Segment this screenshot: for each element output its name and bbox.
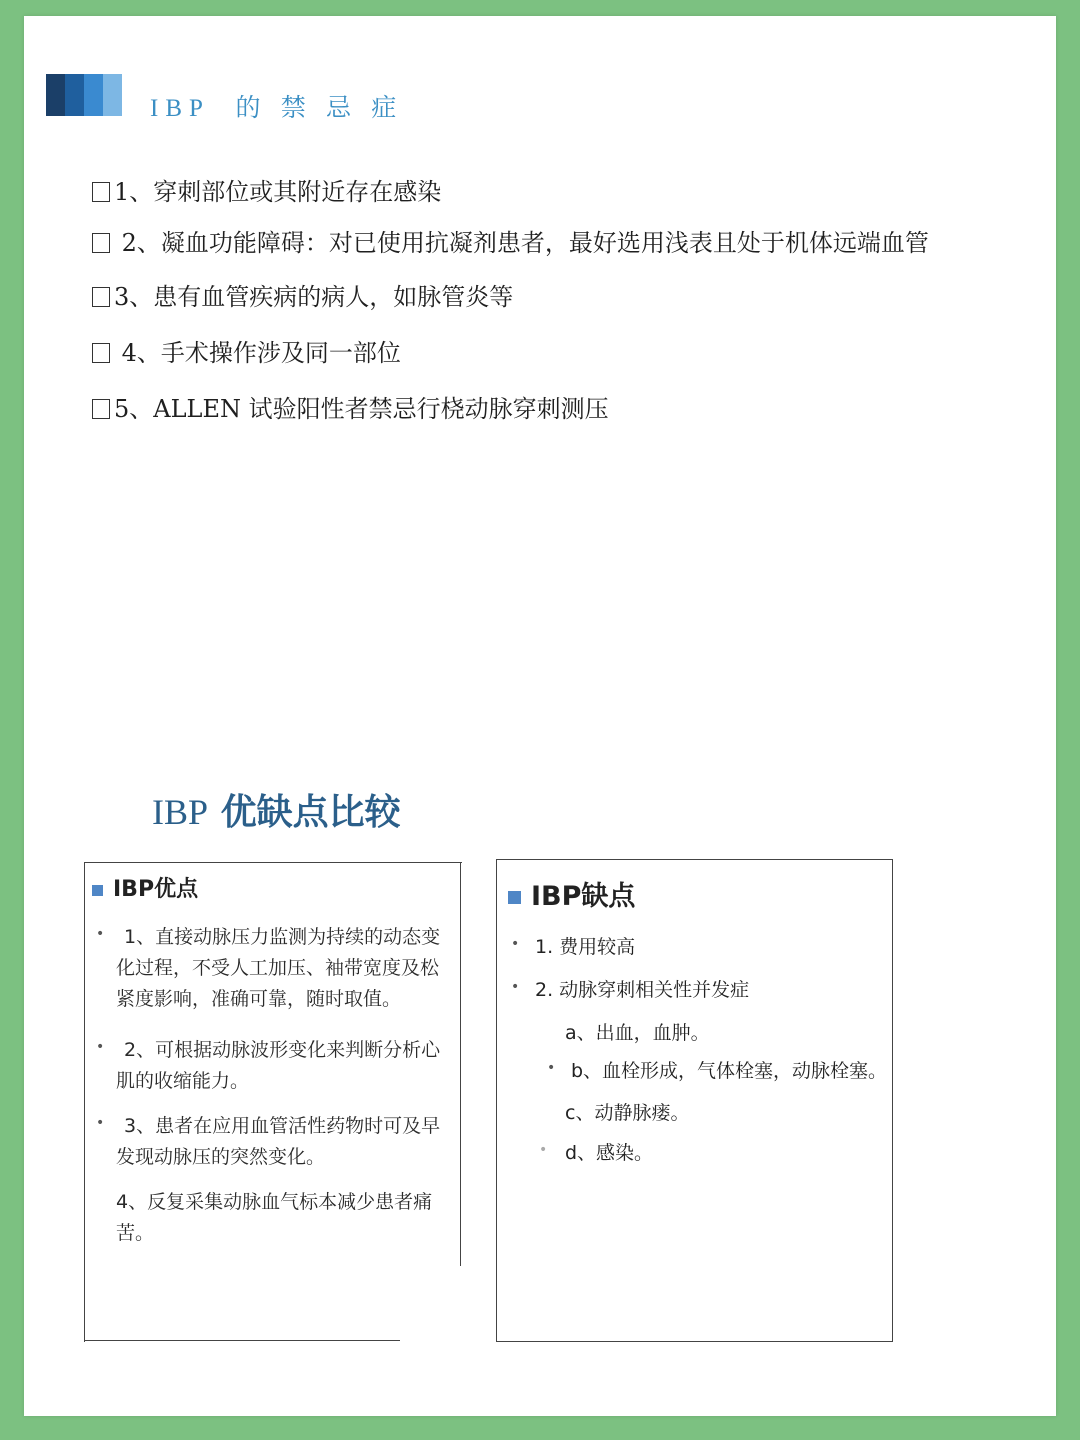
- square-bullet-icon: [92, 885, 103, 896]
- list-item: 4、手术操作涉及同一部位: [92, 333, 401, 368]
- pros-item: 2、可根据动脉波形变化来判断分析心肌的收缩能力。: [116, 1039, 441, 1092]
- list-item: 2、凝血功能障碍：对已使用抗凝剂患者，最好选用浅表且处于机体远端血管: [92, 223, 929, 258]
- list-item: 5、ALLEN 试验阳性者禁忌行桡动脉穿刺测压: [92, 389, 609, 424]
- bullet-icon: •: [547, 1060, 556, 1076]
- bullet-icon: •: [511, 979, 520, 995]
- bullet-icon: •: [96, 1039, 105, 1055]
- panel-border-top: [84, 862, 462, 863]
- checkbox-icon: [92, 182, 110, 202]
- color-block-blue: [84, 74, 103, 116]
- checkbox-icon: [92, 287, 110, 307]
- cons-item: 1. 费用较高: [535, 936, 636, 958]
- color-block-light: [103, 74, 122, 116]
- comparison-title: [152, 784, 401, 835]
- panel-border-bottom: [84, 1340, 400, 1341]
- bullet-icon: •: [511, 936, 520, 952]
- cons-panel: [496, 859, 893, 1342]
- comparison-title-text: 优缺点比较: [220, 791, 401, 833]
- cons-title: IBP缺点: [508, 874, 635, 913]
- list-item: 3、患有血管疾病的病人，如脉管炎等: [92, 277, 513, 312]
- pros-item: 1、直接动脉压力监测为持续的动态变化过程，不受人工加压、袖带宽度及松紧度影响，准确可靠，随时取值。: [116, 926, 441, 1010]
- bullet-icon: •: [96, 1115, 105, 1131]
- cons-subitem: d、感染。: [565, 1142, 654, 1164]
- checkbox-icon: [92, 399, 110, 419]
- document-page: [24, 16, 1056, 1416]
- pros-item: 4、反复采集动脉血气标本减少患者痛苦。: [116, 1191, 433, 1244]
- checkbox-icon: [92, 343, 110, 363]
- pros-item: 3、患者在应用血管活性药物时可及早发现动脉压的突然变化。: [116, 1115, 441, 1168]
- color-block-dark: [46, 74, 65, 116]
- pros-title: IBP优点: [92, 872, 198, 903]
- color-block-medium: [65, 74, 84, 116]
- cons-subitem: a、出血，血肿。: [565, 1022, 710, 1044]
- bullet-icon: •: [96, 926, 105, 942]
- panel-border-left: [84, 862, 85, 1342]
- contraindications-title: IBP 的 禁 忌 症: [150, 95, 404, 122]
- cons-subitem: b、血栓形成，气体栓塞，动脉栓塞。: [571, 1060, 888, 1082]
- header-color-blocks: [46, 74, 122, 116]
- square-bullet-icon: [508, 891, 521, 904]
- panel-border-right: [460, 862, 461, 1266]
- list-item: 1、穿刺部位或其附近存在感染: [92, 172, 441, 207]
- pros-panel: [84, 862, 462, 1342]
- bullet-icon: •: [539, 1142, 548, 1158]
- checkbox-icon: [92, 233, 110, 253]
- cons-subitem: c、动静脉瘘。: [565, 1102, 690, 1124]
- cons-item: 2. 动脉穿刺相关性并发症: [535, 979, 750, 1001]
- comparison-title-prefix: IBP: [152, 792, 209, 832]
